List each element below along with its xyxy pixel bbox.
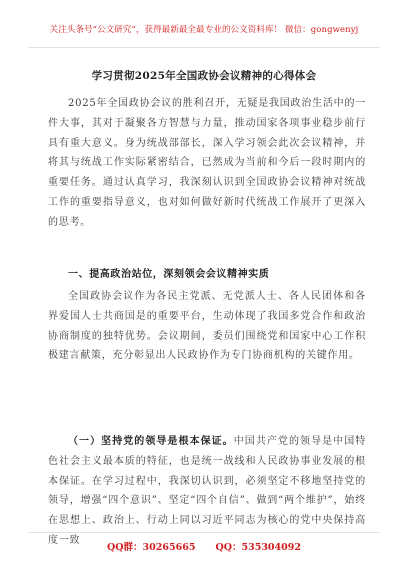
document-title: 学习贯彻2025年全国政协会议精神的心得体会 [91, 70, 317, 82]
intro-paragraph: 2025年全国政协会议的胜利召开，无疑是我国政治生活中的一件大事，其对于凝聚各方智慧与力量，推动国家各项事业稳步前行具有重大意义。身为统战部部长，深入学习领会此次会议精神，并将其与统战工作实际紧密结合，已然成为当前和今后一段时期内的重要任务。通过认真学习，我深刻认识到全国政协会议精神对统战工作的重要指导意义，也对如何做好新时代统战工作展开了更深入的思考。 [48, 98, 366, 228]
header-divider [28, 47, 380, 48]
section-1-paragraph: 全国政协会议作为各民主党派、无党派人士、各人民团体和各界爱国人士共商国是的重要平台，生动体现了我国多党合作和政治协商制度的独特优势。会议期间，委员们围绕党和国家中心工作积极建言献策，充分彰显出人民政协作为专门协商机构的关键作用。 [48, 291, 366, 362]
footer-contact [0, 539, 408, 553]
subsection-1-text: 中国共产党的领导是中国特色社会主义最本质的特征，也是统一战线和人民政协事业发展的根本保证。在学习过程中，我深切认识到，必须坚定不移地坚持党的领导，增强“四个意识”、坚定“四个自信”、做到“两个维护”，始终在思想上、政治上、行动上同以习近平同志为核心的党中央保持高度一致 [48, 436, 367, 546]
subsection-heading-1: （一）坚持党的领导是根本保证。 [68, 436, 234, 447]
section-heading-1: 一、提高政治站位，深刻领会会议精神实质 [68, 269, 270, 280]
footer-divider [28, 532, 380, 533]
footer-qq-number: QQ：535304092 [215, 542, 301, 553]
footer-qq-group: QQ群：30265665 [107, 542, 196, 553]
header-promo-note: 关注头条号“公文研究”，获得最新最全最专业的公文资料库！ 微信：gongwenyj [49, 25, 359, 35]
